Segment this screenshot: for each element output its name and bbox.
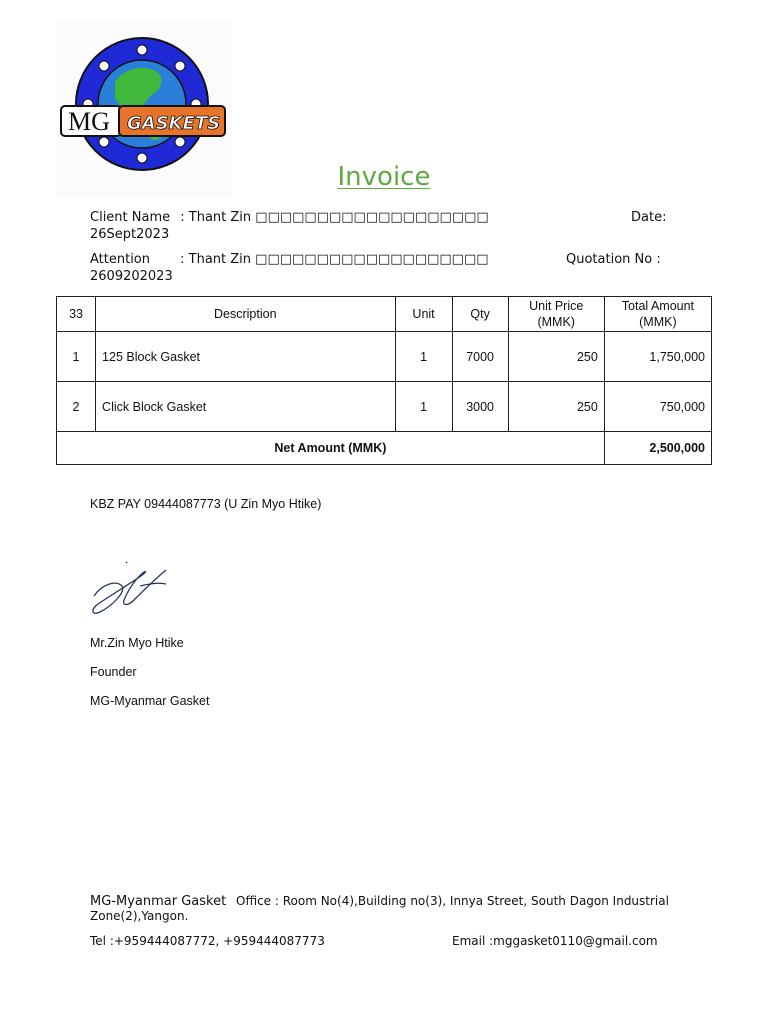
quotation-label: Quotation No : — [566, 252, 661, 267]
client-name-value: : Thant Zin □□□□□□□□□□□□□□□□□□□ — [180, 210, 489, 225]
row-qty: 3000 — [452, 382, 508, 432]
row-description: 125 Block Gasket — [96, 332, 395, 382]
row-unit-price: 250 — [508, 332, 604, 382]
header-description: Description — [96, 297, 395, 332]
row-total: 1,750,000 — [604, 332, 711, 382]
signer-name: Mr.Zin Myo Htike — [90, 636, 184, 650]
net-amount-value: 2,500,000 — [604, 432, 711, 465]
header-qty: Qty — [452, 297, 508, 332]
footer-company: MG-Myanmar Gasket — [90, 894, 227, 909]
date-value: 26Sept2023 — [90, 227, 170, 242]
row-unit: 1 — [395, 332, 452, 382]
attention-label: Attention — [90, 252, 150, 267]
row-description: Click Block Gasket — [96, 382, 395, 432]
signer-role: Founder — [90, 665, 137, 679]
attention-value: : Thant Zin □□□□□□□□□□□□□□□□□□□ — [180, 252, 489, 267]
payment-info: KBZ PAY 09444087773 (U Zin Myo Htike) — [90, 497, 322, 511]
footer-email: Email :mggasket0110@gmail.com — [452, 934, 658, 948]
table-row — [57, 382, 712, 432]
date-label: Date: — [631, 210, 667, 225]
client-name-line — [90, 209, 489, 226]
signature — [86, 556, 176, 622]
attention-line — [90, 251, 489, 268]
net-amount-label: Net Amount (MMK) — [57, 432, 605, 465]
row-no: 1 — [57, 332, 96, 382]
logo-mg-text: MG — [68, 107, 110, 136]
table-header-row — [57, 297, 712, 332]
invoice-title: Invoice — [337, 162, 431, 192]
row-no: 2 — [57, 382, 96, 432]
client-name-label: Client Name — [90, 210, 171, 225]
row-qty: 7000 — [452, 332, 508, 382]
footer-address — [90, 894, 690, 924]
table-row — [57, 332, 712, 382]
quotation-value: 2609202023 — [90, 269, 173, 284]
row-total: 750,000 — [604, 382, 711, 432]
header-unit-price: Unit Price (MMK) — [508, 297, 604, 332]
net-amount-row — [57, 432, 712, 465]
row-unit-price: 250 — [508, 382, 604, 432]
footer-office-line2: Zone(2),Yangon. — [90, 909, 189, 923]
footer-tel: Tel :+959444087772, +959444087773 — [90, 934, 325, 948]
signer-company: MG-Myanmar Gasket — [90, 694, 210, 708]
invoice-table — [56, 296, 712, 465]
header-total-amount: Total Amount (MMK) — [604, 297, 711, 332]
row-unit: 1 — [395, 382, 452, 432]
header-no: 33 — [57, 297, 96, 332]
header-unit: Unit — [395, 297, 452, 332]
logo-brand-text: GASKETS — [127, 113, 221, 134]
footer-office-line1: Office : Room No(4),Building no(3), Innya Street, South Dagon Industrial — [236, 894, 669, 908]
